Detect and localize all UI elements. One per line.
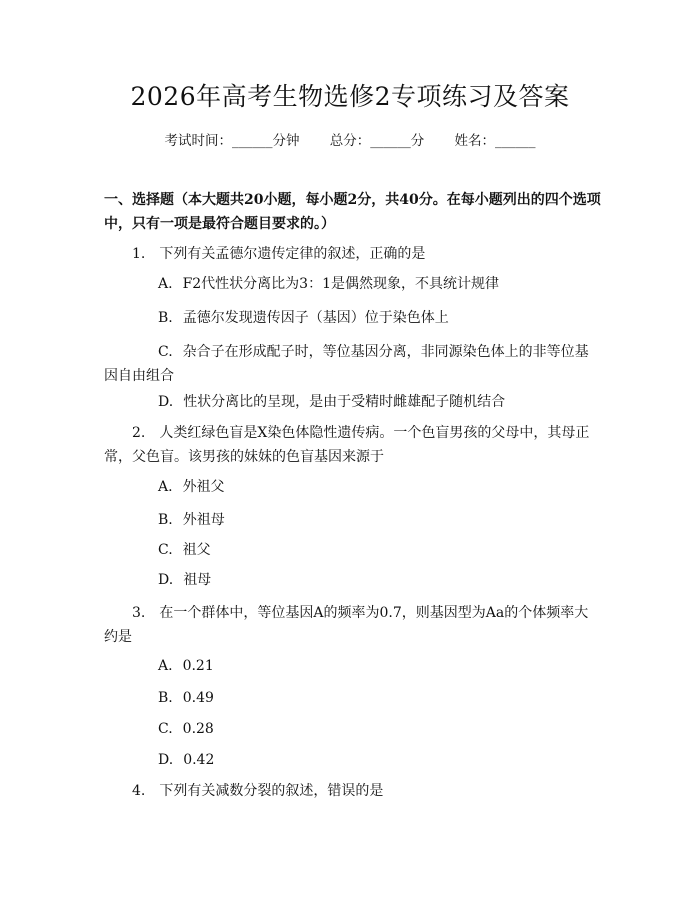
question-number: 4. [132, 783, 146, 799]
option-text: 0.42 [183, 752, 215, 768]
exam-time-field: 考试时间：______分钟 [164, 133, 300, 149]
question-4 [104, 779, 600, 803]
question-stem: 人类红绿色盲是X染色体隐性遗传病。一个色盲男孩的父母中，其母正常，父色盲。该男孩的妹妹的色盲基因来源于 [104, 425, 590, 465]
option-text: 性状分离比的呈现，是由于受精时雌雄配子随机结合 [183, 394, 506, 410]
option-text: 0.28 [182, 721, 214, 737]
option-letter: D. [158, 394, 174, 410]
option-letter: B. [158, 690, 173, 706]
option-letter: C. [158, 344, 173, 360]
question-2-option-b [104, 508, 600, 532]
question-1-option-c [104, 340, 600, 388]
option-text: 外祖母 [182, 512, 225, 528]
option-text: 外祖父 [182, 479, 225, 495]
question-number: 2. [132, 425, 146, 441]
option-text: 祖父 [182, 542, 211, 558]
option-text: 孟德尔发现遗传因子（基因）位于染色体上 [182, 310, 449, 326]
document-title: 2026年高考生物选修2专项练习及答案 [130, 82, 570, 111]
question-3-option-a [104, 654, 600, 678]
option-text: F2代性状分离比为3：1是偶然现象，不具统计规律 [182, 276, 499, 292]
question-2 [104, 421, 600, 469]
option-letter: A. [158, 479, 173, 495]
section-heading: 一、选择题（本大题共20小题，每小题2分，共40分。在每小题列出的四个选项中，只有一项是最符合题目要求的。） [104, 192, 601, 232]
total-score-field: 总分：______分 [329, 133, 425, 149]
option-letter: D. [158, 572, 174, 588]
question-3-option-d [104, 748, 600, 772]
question-3-option-c [104, 717, 600, 741]
question-2-option-a [104, 475, 600, 499]
option-letter: C. [158, 721, 173, 737]
question-number: 1. [132, 246, 146, 262]
option-letter: D. [158, 752, 174, 768]
option-letter: A. [158, 658, 173, 674]
question-stem: 下列有关减数分裂的叙述，错误的是 [159, 783, 384, 799]
option-letter: B. [158, 310, 173, 326]
option-text: 祖母 [183, 572, 212, 588]
question-1-option-a [104, 272, 600, 296]
student-name-field: 姓名：______ [454, 133, 536, 149]
exam-meta-line [0, 131, 700, 151]
question-2-option-d [104, 568, 600, 592]
option-letter: B. [158, 512, 173, 528]
option-letter: A. [158, 276, 173, 292]
option-text: 0.21 [182, 658, 214, 674]
question-3-option-b [104, 686, 600, 710]
question-stem: 在一个群体中，等位基因A的频率为0.7，则基因型为Aa的个体频率大约是 [104, 605, 589, 645]
option-text: 0.49 [182, 690, 214, 706]
question-3 [104, 601, 600, 649]
question-1-option-d [104, 390, 600, 414]
question-number: 3. [132, 605, 146, 621]
question-1 [104, 242, 600, 266]
question-1-option-b [104, 306, 600, 330]
question-stem: 下列有关孟德尔遗传定律的叙述，正确的是 [159, 246, 426, 262]
option-letter: C. [158, 542, 173, 558]
question-2-option-c [104, 538, 600, 562]
option-text: 杂合子在形成配子时，等位基因分离，非同源染色体上的非等位基因自由组合 [104, 344, 589, 384]
